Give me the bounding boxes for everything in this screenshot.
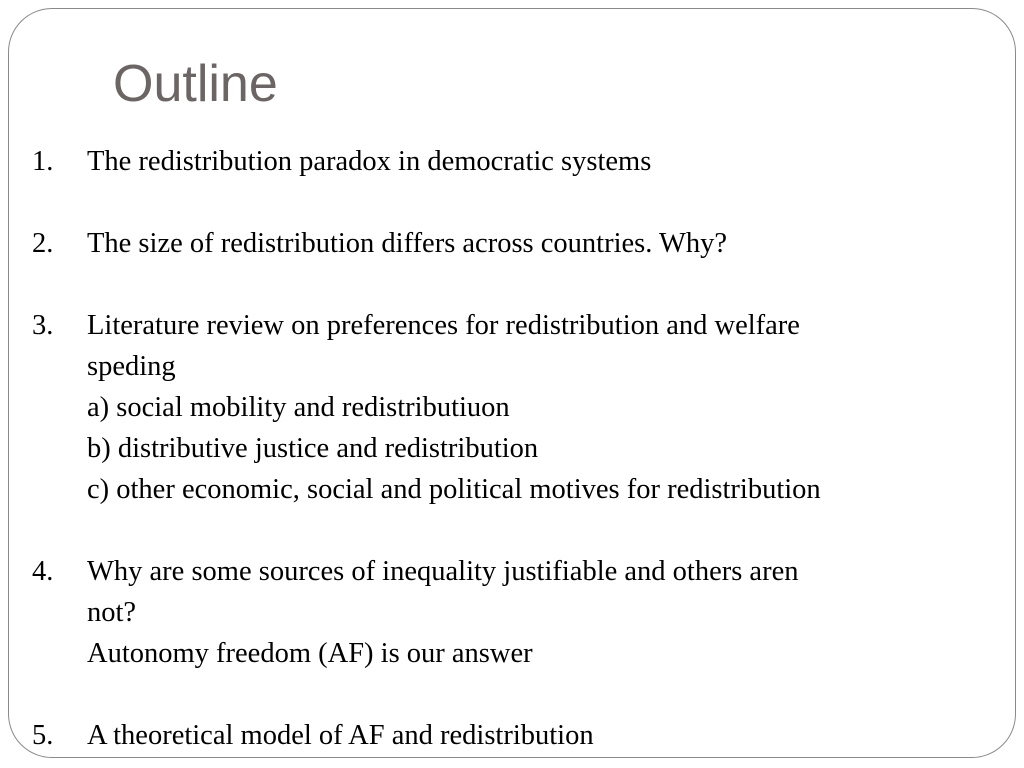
item-number: 2. (32, 228, 54, 259)
item-text-continuation: speding (87, 351, 176, 382)
slide-title: Outline (113, 55, 278, 113)
item-text-continuation: not? (87, 597, 137, 628)
sub-item-b: b) distributive justice and redistribution (87, 433, 539, 464)
item-number: 3. (32, 310, 54, 341)
item-text: Why are some sources of inequality justifiable and others aren (87, 556, 799, 587)
outline-item-5 (32, 715, 982, 756)
outline-item-2 (32, 223, 982, 264)
outline-list (32, 141, 982, 756)
sub-item-c: c) other economic, social and political motives for redistribution (87, 474, 821, 505)
item-number: 4. (32, 556, 54, 587)
outline-item-1 (32, 141, 982, 182)
item-text: A theoretical model of AF and redistribution (87, 720, 594, 751)
item-answer: Autonomy freedom (AF) is our answer (87, 638, 533, 669)
item-text: The size of redistribution differs across countries. Why? (87, 228, 728, 259)
item-text: The redistribution paradox in democratic systems (87, 146, 652, 177)
outline-item-3 (32, 305, 982, 510)
item-number: 1. (32, 146, 54, 177)
item-text: Literature review on preferences for redistribution and welfare (87, 310, 800, 341)
item-number: 5. (32, 720, 54, 751)
sub-item-a: a) social mobility and redistributiuon (87, 392, 510, 423)
outline-item-4 (32, 551, 982, 674)
